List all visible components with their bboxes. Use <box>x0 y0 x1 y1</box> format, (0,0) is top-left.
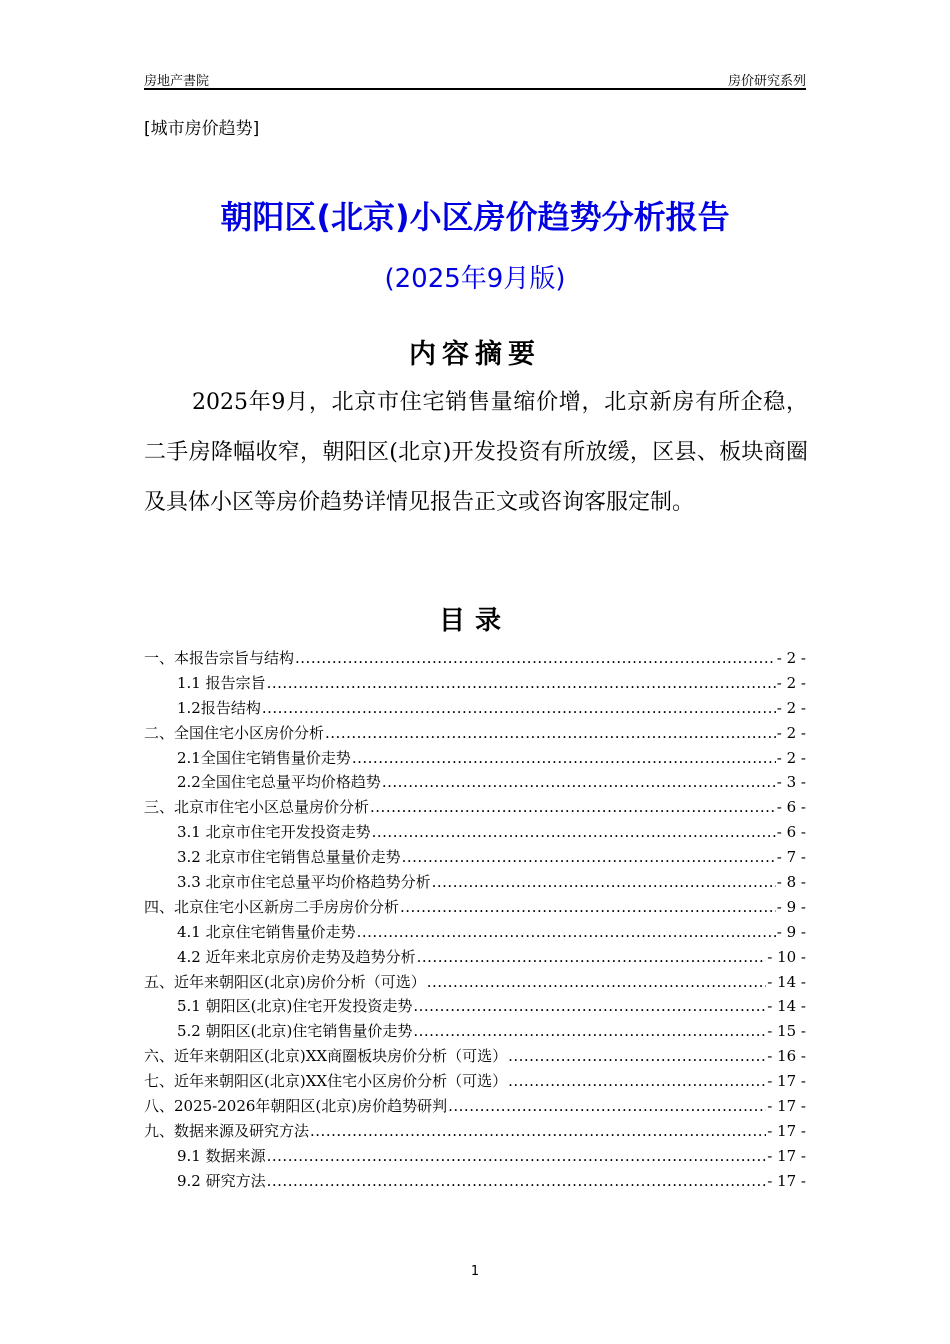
page-header <box>144 68 806 90</box>
toc-leader <box>427 970 767 995</box>
toc-entry[interactable] <box>144 870 806 895</box>
toc-entry[interactable] <box>144 746 806 771</box>
toc-entry-page: - 17 - <box>767 1097 806 1116</box>
toc-leader <box>267 1144 767 1169</box>
toc-entry-label: 三、北京市住宅小区总量房价分析 <box>144 798 370 817</box>
toc-leader <box>267 671 776 696</box>
toc-leader <box>310 1119 766 1144</box>
toc-entry-page: - 17 - <box>767 1146 806 1165</box>
toc-leader <box>417 945 767 970</box>
toc-entry[interactable] <box>144 845 806 870</box>
toc-entry-page: - 17 - <box>767 1121 806 1140</box>
toc-entry-page: - 2 - <box>776 649 806 667</box>
toc-entry[interactable] <box>144 895 806 920</box>
toc-leader <box>508 1069 766 1094</box>
toc-entry-label: 3.2 北京市住宅销售总量量价走势 <box>177 848 401 867</box>
toc-entry-label: 九、数据来源及研究方法 <box>144 1121 310 1140</box>
toc-entry[interactable] <box>144 1094 806 1119</box>
toc-entry[interactable] <box>144 646 806 671</box>
toc-entry-page: - 10 - <box>767 947 806 966</box>
toc-entry-label: 4.1 北京住宅销售量价走势 <box>177 922 356 941</box>
toc-leader <box>448 1094 766 1119</box>
table-of-contents <box>144 646 806 1194</box>
toc-entry-page: - 3 - <box>776 773 806 792</box>
toc-entry-label: 3.3 北京市住宅总量平均价格趋势分析 <box>177 873 431 892</box>
toc-leader <box>325 721 776 746</box>
toc-entry-label: 1.2报告结构 <box>177 698 261 717</box>
toc-entry-label: 一、本报告宗旨与结构 <box>144 649 295 667</box>
toc-entry-page: - 2 - <box>776 673 806 692</box>
toc-entry[interactable] <box>144 770 806 795</box>
toc-entry[interactable] <box>144 1119 806 1144</box>
toc-leader <box>262 696 776 721</box>
toc-entry[interactable] <box>144 920 806 945</box>
toc-entry-page: - 6 - <box>776 823 806 842</box>
toc-entry-label: 七、近年来朝阳区(北京)XX住宅小区房价分析（可选） <box>144 1072 508 1091</box>
toc-entry-label: 六、近年来朝阳区(北京)XX商圈板块房价分析（可选） <box>144 1047 508 1066</box>
toc-entry-page: - 7 - <box>776 848 806 867</box>
toc-entry[interactable] <box>144 795 806 820</box>
toc-entry[interactable] <box>144 1019 806 1044</box>
toc-entry-page: - 15 - <box>767 1022 806 1041</box>
toc-leader <box>372 820 776 845</box>
toc-entry-page: - 2 - <box>776 698 806 717</box>
toc-entry[interactable] <box>144 1169 806 1194</box>
toc-entry-label: 4.2 近年来北京房价走势及趋势分析 <box>177 947 416 966</box>
toc-entry[interactable] <box>144 1069 806 1094</box>
header-publisher: 房地产書院 <box>144 74 210 89</box>
toc-entry-page: - 8 - <box>776 873 806 892</box>
header-series: 房价研究系列 <box>727 74 806 89</box>
toc-entry[interactable] <box>144 671 806 696</box>
toc-leader <box>402 845 776 870</box>
toc-entry-page: - 6 - <box>776 798 806 817</box>
abstract-text: 2025年9月，北京市住宅销售量缩价增，北京新房有所企稳，二手房降幅收窄，朝阳区(北京)开发投资有所放缓，区县、板块商圈及具体小区等房价趋势详情见报告正文或咨询客服定制。 <box>144 390 808 515</box>
report-title: 朝阳区(北京)小区房价趋势分析报告 <box>220 198 730 236</box>
page-number: 1 <box>470 1264 480 1279</box>
toc-entry-label: 9.2 研究方法 <box>177 1171 266 1190</box>
toc-entry[interactable] <box>144 820 806 845</box>
toc-entry-label: 3.1 北京市住宅开发投资走势 <box>177 823 371 842</box>
toc-entry[interactable] <box>144 994 806 1019</box>
toc-entry-label: 5.2 朝阳区(北京)住宅销售量价走势 <box>177 1022 413 1041</box>
toc-entry-page: - 16 - <box>767 1047 806 1066</box>
toc-entry-label: 5.1 朝阳区(北京)住宅开发投资走势 <box>177 997 413 1016</box>
toc-leader <box>432 870 776 895</box>
toc-leader <box>400 895 776 920</box>
toc-entry-page: - 17 - <box>767 1171 806 1190</box>
toc-entry[interactable] <box>144 721 806 746</box>
toc-entry-label: 9.1 数据来源 <box>177 1146 266 1165</box>
toc-leader <box>357 920 776 945</box>
toc-entry-page: - 14 - <box>767 972 806 991</box>
toc-entry-page: - 14 - <box>767 997 806 1016</box>
toc-entry[interactable] <box>144 1144 806 1169</box>
toc-leader <box>352 746 776 771</box>
toc-entry-page: - 9 - <box>776 897 806 916</box>
toc-entry[interactable] <box>144 945 806 970</box>
toc-leader <box>267 1169 767 1194</box>
toc-leader <box>370 795 776 820</box>
toc-leader <box>413 1019 766 1044</box>
toc-entry-page: - 2 - <box>776 748 806 767</box>
toc-heading: 目录 <box>438 606 511 636</box>
toc-entry-page: - 17 - <box>767 1072 806 1091</box>
toc-entry-page: - 9 - <box>776 922 806 941</box>
toc-entry-label: 四、北京住宅小区新房二手房房价分析 <box>144 897 400 916</box>
abstract-heading: 内容摘要 <box>409 339 541 370</box>
toc-entry[interactable] <box>144 696 806 721</box>
toc-entry-page: - 2 - <box>776 723 806 742</box>
toc-leader <box>382 770 776 795</box>
toc-entry-label: 五、近年来朝阳区(北京)房价分析（可选） <box>144 972 426 991</box>
toc-entry-label: 二、全国住宅小区房价分析 <box>144 723 325 742</box>
toc-entry[interactable] <box>144 1044 806 1069</box>
toc-leader <box>413 994 766 1019</box>
category-label: [城市房价趋势] <box>144 119 260 139</box>
toc-entry-label: 八、2025-2026年朝阳区(北京)房价趋势研判 <box>144 1097 448 1116</box>
toc-entry-label: 2.1全国住宅销售量价走势 <box>177 748 351 767</box>
toc-entry[interactable] <box>144 970 806 995</box>
report-edition: (2025年9月版) <box>384 264 566 294</box>
toc-entry-label: 2.2全国住宅总量平均价格趋势 <box>177 773 381 792</box>
toc-leader <box>508 1044 766 1069</box>
toc-entry-label: 1.1 报告宗旨 <box>177 673 266 692</box>
toc-leader <box>295 646 776 671</box>
